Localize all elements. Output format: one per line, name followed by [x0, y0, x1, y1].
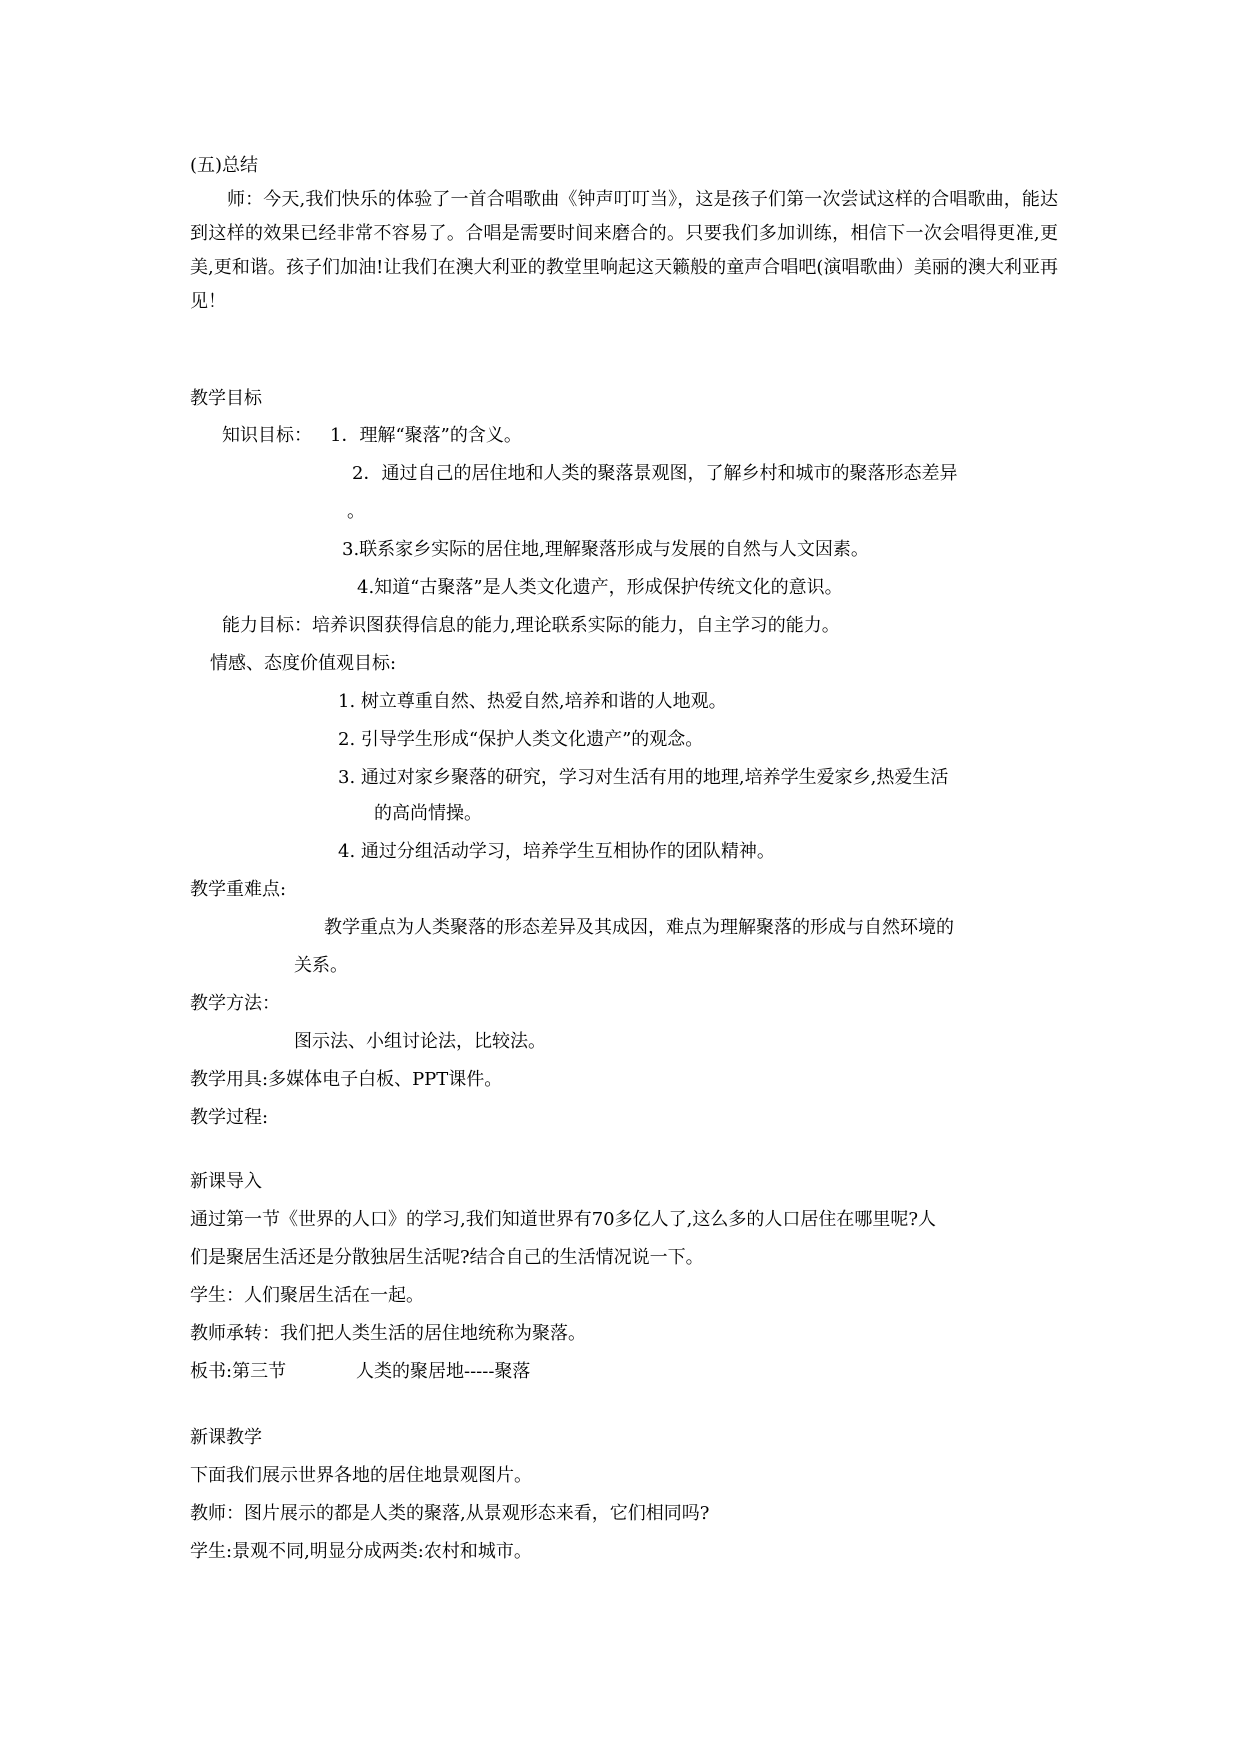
board-title: 人类的聚居地-----聚落 — [356, 1361, 531, 1382]
emotion-item-3: 3. 通过对家乡聚落的研究，学习对生活有用的地理,培养学生爱家乡,热爱生活 — [338, 767, 949, 788]
methods-content: 图示法、小组讨论法，比较法。 — [294, 1031, 546, 1052]
intro-line-2: 们是聚居生活还是分散独居生活呢?结合自己的生活情况说一下。 — [190, 1247, 704, 1268]
intro-teacher: 教师承转：我们把人类生活的居住地统称为聚落。 — [190, 1323, 586, 1344]
emotion-item-4: 4. 通过分组活动学习，培养学生互相协作的团队精神。 — [338, 841, 775, 862]
teaching-line-1: 下面我们展示世界各地的居住地景观图片。 — [190, 1465, 532, 1486]
teaching-process: 教学过程: — [190, 1107, 269, 1128]
emotion-item-3-tail: 的高尚情操。 — [374, 803, 482, 824]
teaching-student: 学生:景观不同,明显分成两类:农村和城市。 — [190, 1541, 532, 1562]
intro-line-1: 通过第一节《世界的人口》的学习,我们知道世界有70多亿人了,这么多的人口居住在哪里呢?人 — [190, 1209, 936, 1230]
ability-objective: 能力目标：培养识图获得信息的能力,理论联系实际的能力，自主学习的能力。 — [222, 615, 840, 636]
emotion-label: 情感、态度价值观目标: — [210, 653, 397, 674]
emotion-item-2: 2. 引导学生形成“保护人类文化遗产”的观念。 — [338, 729, 704, 750]
knowledge-item-2: 2．通过自己的居住地和人类的聚落景观图，了解乡村和城市的聚落形态差异 — [352, 463, 958, 484]
intro-heading: 新课导入 — [190, 1171, 262, 1192]
key-points-line-1: 教学重点为人类聚落的形态差异及其成因，难点为理解聚落的形成与自然环境的 — [324, 917, 954, 938]
teaching-teacher: 教师：图片展示的都是人类的聚落,从景观形态来看，它们相同吗? — [190, 1503, 710, 1524]
objectives-heading: 教学目标 — [190, 388, 262, 409]
teaching-heading: 新课教学 — [190, 1427, 262, 1448]
knowledge-item-3: 3.联系家乡实际的居住地,理解聚落形成与发展的自然与人文因素。 — [342, 539, 869, 560]
summary-heading: (五)总结 — [190, 155, 259, 176]
knowledge-label: 知识目标： — [222, 425, 312, 446]
summary-paragraph: 师：今天,我们快乐的体验了一首合唱歌曲《钟声叮叮当》，这是孩子们第一次尝试这样的合唱歌曲，能达到这样的效果已经非常不容易了。合唱是需要时间来磨合的。只要我们多加训练，相信下一次会唱得更准,更美,更和谐。孩子们加油!让我们在澳大利亚的教堂里响起这天籁般的童声合唱吧(演唱歌曲）美丽的澳大利亚再见！ — [190, 189, 1058, 312]
teaching-tools: 教学用具:多媒体电子白板、PPT课件。 — [190, 1069, 503, 1090]
knowledge-item-4: 4.知道“古聚落”是人类文化遗产，形成保护传统文化的意识。 — [357, 577, 843, 598]
knowledge-item-2-tail: 。 — [347, 501, 365, 522]
key-points-heading: 教学重难点: — [190, 879, 287, 900]
key-points-line-2: 关系。 — [294, 955, 348, 976]
intro-student: 学生：人们聚居生活在一起。 — [190, 1285, 424, 1306]
methods-heading: 教学方法： — [190, 993, 280, 1014]
emotion-item-1: 1. 树立尊重自然、热爱自然,培养和谐的人地观。 — [338, 691, 727, 712]
board-label: 板书:第三节 — [190, 1361, 287, 1382]
knowledge-item-1: 1．理解“聚落”的含义。 — [330, 425, 522, 446]
